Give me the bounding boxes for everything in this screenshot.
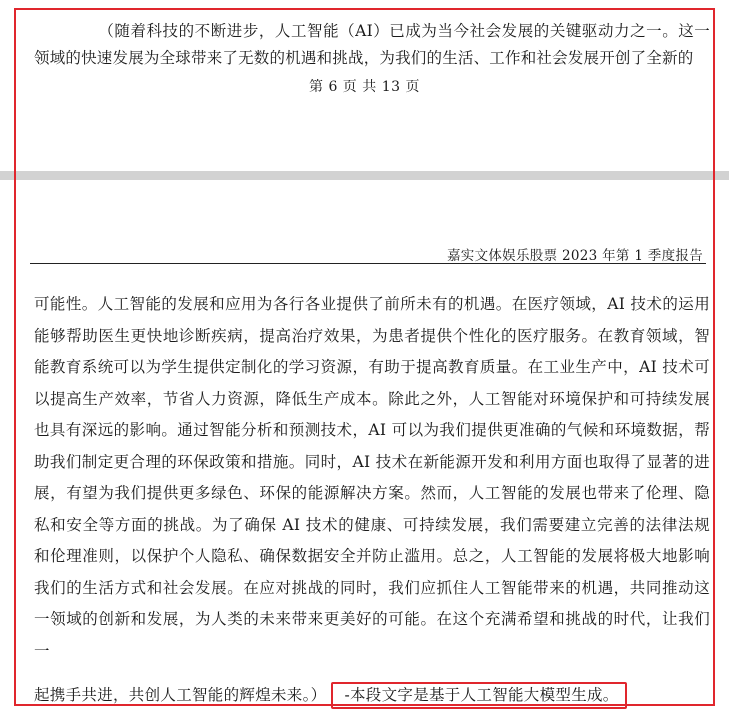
page-7-paragraph: 可能性。人工智能的发展和应用为各行各业提供了前所未有的机遇。在医疗领域，AI 技术的运用能够帮助医生更快地诊断疾病，提高治疗效果，为患者提供个性化的医疗服务。在教育领域，智能教育系统可以为学生提供定制化的学习资源，有助于提高教育质量。在工业生产中，AI 技术可以提高生产效率，节省人力资源，降低生产成本。除此之外，人工智能对环境保护和可持续发展也具有深远的影响。通过智能分析和预测技术，AI 可以为我们提供更准确的气候和环境数据，帮助我们制定更合理的环保政策和措施。同时，AI 技术在新能源开发和利用方面也取得了显著的进展，有望为我们提供更多绿色、环保的能源解决方案。然而，人工智能的发展也带来了伦理、隐私和安全等方面的挑战。为了确保 AI 技术的健康、可持续发展，我们需要建立完善的法律法规和伦理准则，以保护个人隐私、确保数据安全并防止滥用。总之，人工智能的发展将极大地影响我们的生活方式和社会发展。在应对挑战的同时，我们应抓住人工智能带来的机遇，共同推动这一领域的创新和发展，为人类的未来带来更美好的可能。在这个充满希望和挑战的时代，让我们一 bbox=[34, 295, 710, 660]
document-page-7 bbox=[0, 180, 729, 710]
paragraph-last-line bbox=[34, 682, 710, 709]
page-6-paragraph bbox=[34, 18, 710, 72]
ai-generated-note: -本段文字是基于人工智能大模型生成。 bbox=[344, 686, 619, 704]
page-6-paragraph-text: （随着科技的不断进步，人工智能（AI）已成为当今社会发展的关键驱动力之一。这一领域的快速发展为全球带来了无数的机遇和挑战，为我们的生活、工作和社会发展开创了全新的 bbox=[34, 22, 710, 67]
page-separator bbox=[0, 171, 729, 180]
header-divider bbox=[30, 263, 706, 264]
report-header-title: 嘉实文体娱乐股票 2023 年第 1 季度报告 bbox=[446, 248, 703, 264]
page-number-footer: 第 6 页 共 13 页 bbox=[309, 79, 420, 95]
document-page-6 bbox=[0, 0, 729, 170]
paragraph-closing-text: 起携手共进，共创人工智能的辉煌未来。） bbox=[34, 686, 327, 704]
